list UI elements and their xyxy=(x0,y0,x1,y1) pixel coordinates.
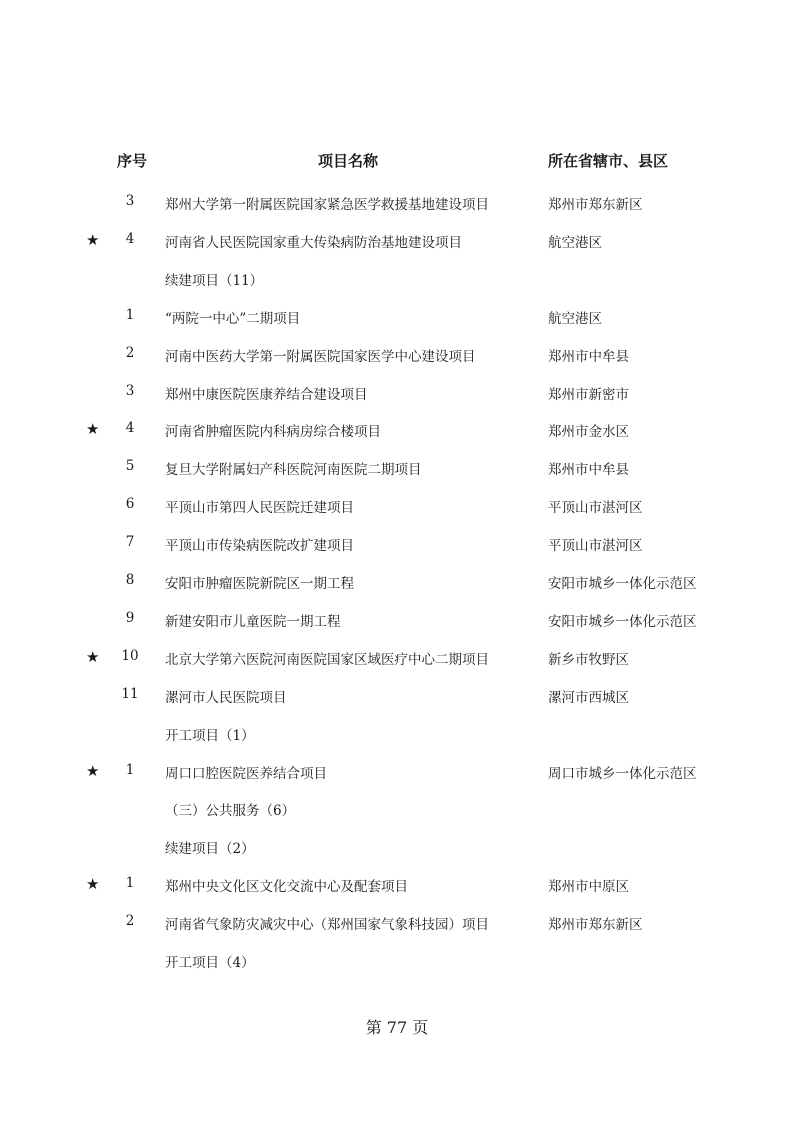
row-project-name: 漯河市人民医院项目 xyxy=(165,689,287,706)
row-location: 郑州市中原区 xyxy=(548,879,629,896)
table-row xyxy=(0,799,794,819)
table-row xyxy=(0,496,794,516)
row-number: 1 xyxy=(125,875,135,892)
row-number: 8 xyxy=(125,572,135,588)
row-location: 漯河市西城区 xyxy=(548,689,629,706)
table-row xyxy=(0,383,794,403)
row-number: 2 xyxy=(125,913,135,930)
table-row xyxy=(0,534,794,554)
row-number: 9 xyxy=(125,609,135,626)
header-seq: 序号 xyxy=(117,152,148,170)
star-icon: ★ xyxy=(86,647,100,666)
row-project-name: 安阳市肿瘤医院新院区一期工程 xyxy=(165,576,354,592)
row-location: 郑州市郑东新区 xyxy=(548,197,643,213)
star-icon: ★ xyxy=(86,761,100,780)
table-row xyxy=(0,420,794,440)
row-number: 1 xyxy=(125,306,135,323)
row-project-name: 郑州中康医院医康养结合建设项目 xyxy=(165,386,368,403)
row-project-name: 新建安阳市儿童医院一期工程 xyxy=(165,613,341,630)
row-number: 10 xyxy=(121,647,139,664)
page-number: 第 77 页 xyxy=(365,1018,429,1037)
row-project-name: 平顶山市传染病医院改扩建项目 xyxy=(165,538,354,555)
row-location: 航空港区 xyxy=(548,310,602,327)
row-number: 6 xyxy=(125,496,135,513)
row-number: 3 xyxy=(125,193,135,209)
row-project-name: 续建项目（11） xyxy=(165,272,264,289)
row-location: 航空港区 xyxy=(548,234,602,251)
table-row xyxy=(0,762,794,782)
table-row xyxy=(0,648,794,668)
row-project-name: “两院一中心”二期项目 xyxy=(165,310,301,327)
table-row xyxy=(0,193,794,213)
row-number: 4 xyxy=(125,420,135,437)
row-project-name: 周口口腔医院医养结合项目 xyxy=(165,765,327,782)
row-number: 3 xyxy=(125,382,135,399)
star-icon: ★ xyxy=(86,420,100,439)
row-location: 郑州市中牟县 xyxy=(548,348,629,365)
row-location: 郑州市金水区 xyxy=(548,424,629,441)
row-location: 平顶山市湛河区 xyxy=(548,500,643,517)
row-project-name: 开工项目（1） xyxy=(165,727,255,744)
row-project-name: 续建项目（2） xyxy=(165,841,255,858)
table-row xyxy=(0,610,794,630)
table-row xyxy=(0,875,794,895)
row-location: 周口市城乡一体化示范区 xyxy=(548,765,697,782)
row-number: 7 xyxy=(125,534,135,551)
row-project-name: 北京大学第六医院河南医院国家区域医疗中心二期项目 xyxy=(165,651,489,668)
row-project-name: 河南省肿瘤医院内科病房综合楼项目 xyxy=(165,424,381,441)
header-location: 所在省辖市、县区 xyxy=(548,152,669,170)
header-project-name: 项目名称 xyxy=(318,152,379,170)
row-project-name: 郑州中央文化区文化交流中心及配套项目 xyxy=(165,879,408,896)
table-row xyxy=(0,307,794,327)
row-number: 4 xyxy=(125,230,135,247)
row-project-name: 平顶山市第四人民医院迁建项目 xyxy=(165,500,354,517)
row-location: 安阳市城乡一体化示范区 xyxy=(548,576,697,592)
row-number: 11 xyxy=(121,685,139,702)
row-location: 平顶山市湛河区 xyxy=(548,538,643,555)
row-project-name: 郑州大学第一附属医院国家紧急医学救援基地建设项目 xyxy=(165,197,489,213)
row-project-name: 河南省人民医院国家重大传染病防治基地建设项目 xyxy=(165,234,462,251)
row-location: 郑州市新密市 xyxy=(548,386,629,403)
table-row xyxy=(0,345,794,365)
table-row xyxy=(0,913,794,933)
star-icon: ★ xyxy=(86,875,100,894)
table-row xyxy=(0,269,794,289)
row-project-name: 开工项目（4） xyxy=(165,955,255,971)
row-location: 郑州市郑东新区 xyxy=(548,917,643,934)
row-location: 安阳市城乡一体化示范区 xyxy=(548,613,697,630)
row-location: 新乡市牧野区 xyxy=(548,651,629,668)
table-row xyxy=(0,837,794,857)
row-number: 1 xyxy=(125,761,135,778)
star-icon: ★ xyxy=(86,230,100,249)
table-row xyxy=(0,951,794,971)
row-location: 郑州市中牟县 xyxy=(548,462,629,479)
row-project-name: 河南省气象防灾减灾中心（郑州国家气象科技园）项目 xyxy=(165,917,489,934)
table-row xyxy=(0,572,794,592)
row-project-name: 复旦大学附属妇产科医院河南医院二期项目 xyxy=(165,462,422,479)
table-row xyxy=(0,458,794,478)
row-project-name: 河南中医药大学第一附属医院国家医学中心建设项目 xyxy=(165,348,476,365)
table-row xyxy=(0,724,794,744)
row-number: 2 xyxy=(125,344,135,361)
row-number: 5 xyxy=(125,458,135,475)
row-project-name: （三）公共服务（6） xyxy=(165,803,296,820)
table-row xyxy=(0,686,794,706)
table-row xyxy=(0,231,794,251)
